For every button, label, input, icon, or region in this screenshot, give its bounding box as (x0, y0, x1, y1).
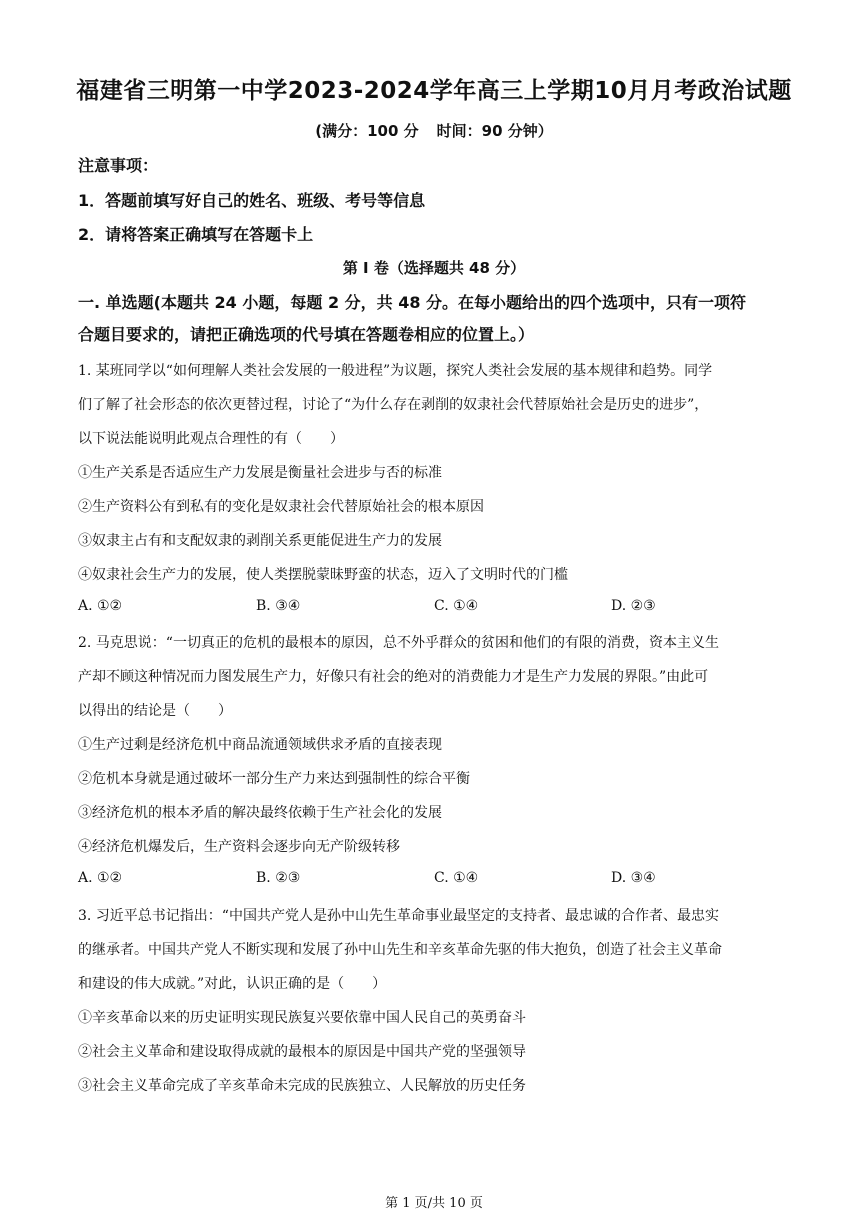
question-1-options (78, 598, 790, 618)
question-3-stem: 和建设的伟大成就。”对此，认识正确的是（ ） (78, 976, 387, 992)
exam-meta (0, 120, 868, 141)
page-footer: 第 1 页/共 10 页 (385, 1196, 483, 1211)
option-d: D. ②③ (611, 598, 656, 614)
question-1-statement: ②生产资料公有到私有的变化是奴隶社会代替原始社会的根本原因 (78, 499, 484, 515)
option-b: B. ②③ (256, 870, 301, 886)
question-1-statement: ①生产关系是否适应生产力发展是衡量社会进步与否的标准 (78, 465, 442, 481)
question-2-options (78, 870, 790, 890)
option-b: B. ③④ (256, 598, 301, 614)
option-d: D. ③④ (611, 870, 656, 886)
question-3-statement: ③社会主义革命完成了辛亥革命未完成的民族独立、人民解放的历史任务 (78, 1078, 526, 1094)
section-instructions: 合题目要求的，请把正确选项的代号填在答题卷相应的位置上。） (78, 325, 535, 344)
question-1-stem: 1. 某班同学以“如何理解人类社会发展的一般进程”为议题，探究人类社会发展的基本规律和趋势。同学 (78, 363, 713, 379)
question-2-stem: 以得出的结论是（ ） (78, 703, 232, 719)
question-1-statement: ③奴隶主占有和支配奴隶的剥削关系更能促进生产力的发展 (78, 533, 442, 549)
option-a: A. ①② (78, 870, 123, 886)
option-a: A. ①② (78, 598, 123, 614)
question-2-stem: 2. 马克思说：“一切真正的危机的最根本的原因，总不外乎群众的贫困和他们的有限的消费，资本主义生 (78, 635, 719, 651)
question-1-statement: ④奴隶社会生产力的发展，使人类摆脱蒙昧野蛮的状态，迈入了文明时代的门槛 (78, 567, 568, 583)
question-2-statement: ②危机本身就是通过破坏一部分生产力来达到强制性的综合平衡 (78, 771, 470, 787)
question-2-stem: 产却不顾这种情况而力图发展生产力，好像只有社会的绝对的消费能力才是生产力发展的界限。”由此可 (78, 669, 709, 685)
notice-item: 1．答题前填写好自己的姓名、班级、考号等信息 (78, 191, 426, 210)
question-1-stem: 以下说法能说明此观点合理性的有（ ） (78, 431, 344, 447)
question-3-statement: ①辛亥革命以来的历史证明实现民族复兴要依靠中国人民自己的英勇奋斗 (78, 1010, 526, 1026)
full-score: (满分：100 分 (315, 122, 419, 140)
exam-title: 福建省三明第一中学2023-2024学年高三上学期10月月考政治试题 (76, 78, 792, 104)
part-title: 第 I 卷（选择题共 48 分） (342, 259, 526, 277)
question-3-statement: ②社会主义革命和建设取得成就的最根本的原因是中国共产党的坚强领导 (78, 1044, 526, 1060)
option-c: C. ①④ (434, 598, 479, 614)
question-2-statement: ①生产过剩是经济危机中商品流通领域供求矛盾的直接表现 (78, 737, 442, 753)
question-2-statement: ④经济危机爆发后，生产资料会逐步向无产阶级转移 (78, 839, 400, 855)
question-3-stem: 3. 习近平总书记指出：“中国共产党人是孙中山先生革命事业最坚定的支持者、最忠诚的合作者、最忠实 (78, 908, 719, 924)
exam-time: 时间：90 分钟） (436, 122, 553, 140)
question-2-statement: ③经济危机的根本矛盾的解决最终依赖于生产社会化的发展 (78, 805, 442, 821)
question-3-stem: 的继承者。中国共产党人不断实现和发展了孙中山先生和辛亥革命先驱的伟大抱负，创造了社会主义革命 (78, 942, 722, 958)
option-c: C. ①④ (434, 870, 479, 886)
notice-heading: 注意事项： (78, 156, 159, 175)
notice-item: 2．请将答案正确填写在答题卡上 (78, 225, 314, 244)
question-1-stem: 们了解了社会形态的依次更替过程，讨论了“为什么存在剥削的奴隶社会代替原始社会是历史的进步”， (78, 397, 709, 413)
section-instructions: 一. 单选题(本题共 24 小题，每题 2 分，共 48 分。在每小题给出的四个选项中，只有一项符 (78, 293, 747, 312)
